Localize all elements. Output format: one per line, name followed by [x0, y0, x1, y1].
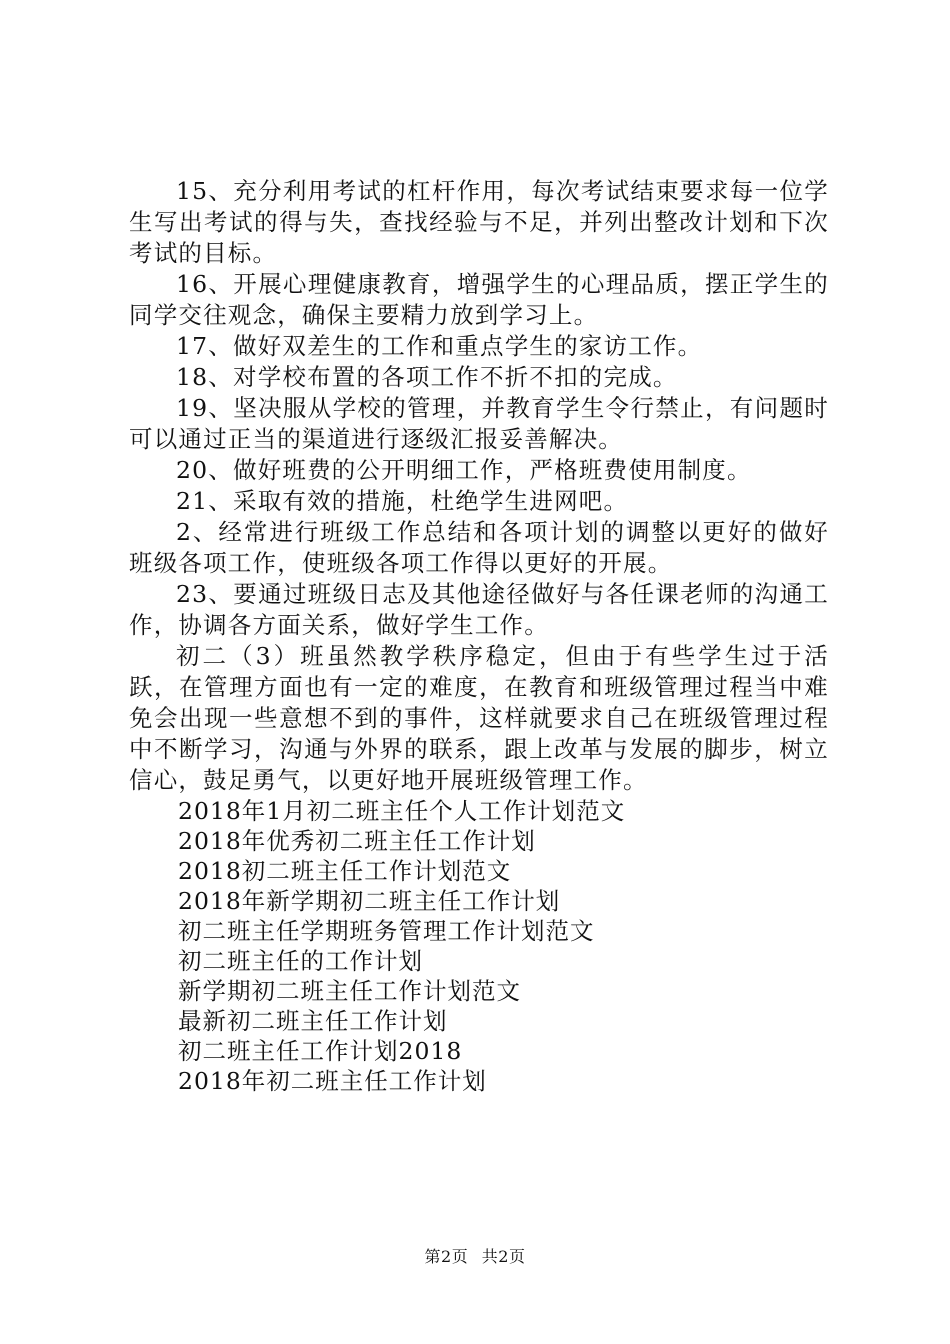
related-articles-list: [129, 796, 829, 1096]
paragraph-item-23: 23、要通过班级日志及其他途径做好与各任课老师的沟通工作，协调各方面关系，做好学生工作。: [129, 580, 829, 639]
related-article-link[interactable]: 2018年优秀初二班主任工作计划: [178, 827, 536, 855]
page-total: 共2页: [481, 1247, 526, 1266]
page-number: 第2页: [424, 1247, 469, 1266]
related-article-link[interactable]: 初二班主任工作计划2018: [178, 1037, 463, 1065]
page-footer: [0, 1244, 950, 1267]
related-article-link[interactable]: 2018年1月初二班主任个人工作计划范文: [178, 797, 626, 825]
closing-paragraph: 初二（3）班虽然教学秩序稳定，但由于有些学生过于活跃，在管理方面也有一定的难度，在教育和班级管理过程当中难免会出现一些意想不到的事件，这样就要求自己在班级管理过程中不断学习，沟通与外界的联系，跟上改革与发展的脚步，树立信心，鼓足勇气，以更好地开展班级管理工作。: [129, 642, 829, 794]
related-article-link[interactable]: 2018初二班主任工作计划范文: [178, 857, 512, 885]
related-article-link[interactable]: 初二班主任的工作计划: [178, 947, 423, 975]
related-article-link[interactable]: 2018年新学期初二班主任工作计划: [178, 887, 561, 915]
paragraph-item-22: 2、经常进行班级工作总结和各项计划的调整以更好的做好班级各项工作，使班级各项工作得以更好的开展。: [129, 518, 829, 577]
related-article-link[interactable]: 初二班主任学期班务管理工作计划范文: [178, 917, 595, 945]
paragraph-item-18: 18、对学校布置的各项工作不折不扣的完成。: [176, 363, 678, 391]
paragraph-item-17: 17、做好双差生的工作和重点学生的家访工作。: [176, 332, 703, 360]
related-article-link[interactable]: 2018年初二班主任工作计划: [178, 1067, 487, 1095]
document-body: [129, 176, 829, 1096]
paragraph-item-20: 20、做好班费的公开明细工作，严格班费使用制度。: [176, 456, 752, 484]
paragraph-item-19: 19、坚决服从学校的管理，并教育学生令行禁止，有问题时可以通过正当的渠道进行逐级汇报妥善解决。: [129, 394, 829, 453]
related-article-link[interactable]: 最新初二班主任工作计划: [178, 1007, 448, 1035]
related-article-link[interactable]: 新学期初二班主任工作计划范文: [178, 977, 521, 1005]
paragraph-item-16: 16、开展心理健康教育，增强学生的心理品质，摆正学生的同学交往观念，确保主要精力放到学习上。: [129, 270, 829, 329]
paragraph-item-21: 21、采取有效的措施，杜绝学生进网吧。: [176, 487, 629, 515]
paragraph-item-15: 15、充分利用考试的杠杆作用，每次考试结束要求每一位学生写出考试的得与失，查找经验与不足，并列出整改计划和下次考试的目标。: [129, 177, 829, 267]
